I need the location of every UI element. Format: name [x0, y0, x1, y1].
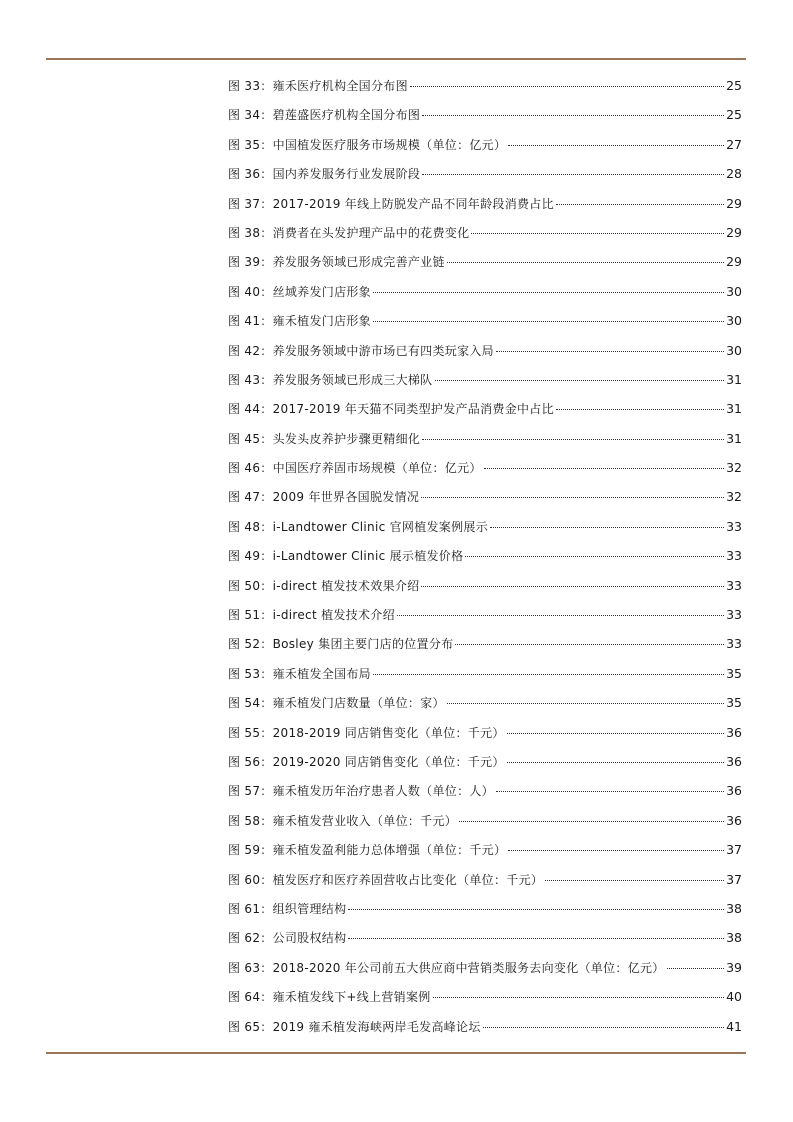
- toc-entry[interactable]: [228, 482, 742, 511]
- toc-leader-dots: [483, 1027, 724, 1028]
- toc-entry[interactable]: [228, 688, 742, 717]
- toc-entry-label: 图 39：养发服务领域已形成完善产业链: [228, 255, 445, 270]
- toc-entry-label: 图 55：2018-2019 同店销售变化（单位：千元）: [228, 725, 505, 740]
- toc-entry-page: 38: [726, 900, 742, 916]
- toc-leader-dots: [496, 791, 724, 792]
- toc-entry-page: 32: [726, 460, 742, 476]
- toc-entry[interactable]: [228, 424, 742, 453]
- toc-entry-page: 35: [726, 695, 742, 711]
- toc-entry-label: 图 62：公司股权结构: [228, 931, 347, 946]
- toc-leader-dots: [471, 233, 724, 234]
- toc-leader-dots: [455, 644, 724, 645]
- toc-entry[interactable]: [228, 159, 742, 188]
- toc-leader-dots: [484, 468, 724, 469]
- toc-entry[interactable]: [228, 865, 742, 894]
- toc-leader-dots: [397, 615, 724, 616]
- toc-entry-label: 图 43：养发服务领域已形成三大梯队: [228, 372, 433, 387]
- toc-entry-label: 图 47：2009 年世界各国脱发情况: [228, 490, 420, 505]
- toc-leader-dots: [433, 997, 725, 998]
- toc-entry-page: 33: [726, 518, 742, 534]
- toc-entry-page: 37: [726, 871, 742, 887]
- toc-entry[interactable]: [228, 600, 742, 629]
- toc-leader-dots: [465, 556, 724, 557]
- toc-entry-page: 29: [726, 195, 742, 211]
- toc-leader-dots: [508, 145, 724, 146]
- toc-entry-label: 图 59：雍禾植发盈利能力总体增强（单位：千元）: [228, 843, 507, 858]
- toc-entry-label: 图 48：i-Landtower Clinic 官网植发案例展示: [228, 519, 489, 534]
- toc-entry[interactable]: [228, 923, 742, 952]
- toc-entry[interactable]: [228, 1012, 742, 1041]
- toc-leader-dots: [490, 527, 724, 528]
- toc-entry-page: 33: [726, 548, 742, 564]
- toc-entry-label: 图 33：雍禾医疗机构全国分布图: [228, 79, 408, 93]
- toc-entry-page: 31: [726, 401, 742, 417]
- toc-entry-label: 图 64：雍禾植发线下+线上营销案例: [228, 990, 431, 1005]
- toc-entry-page: 36: [726, 753, 742, 769]
- toc-leader-dots: [496, 351, 724, 352]
- toc-entry-label: 图 37：2017-2019 年线上防脱发产品不同年龄段消费占比: [228, 196, 554, 211]
- toc-entry-label: 图 52：Bosley 集团主要门店的位置分布: [228, 637, 454, 652]
- toc-entry-page: 28: [726, 166, 742, 182]
- toc-entry[interactable]: [228, 306, 742, 335]
- toc-entry-label: 图 51：i-direct 植发技术介绍: [228, 608, 395, 623]
- toc-entry-label: 图 49：i-Landtower Clinic 展示植发价格: [228, 549, 464, 564]
- toc-entry[interactable]: [228, 130, 742, 159]
- toc-entry[interactable]: [228, 629, 742, 658]
- toc-entry-label: 图 45：头发头皮养护步骤更精细化: [228, 431, 421, 446]
- toc-entry[interactable]: [228, 100, 742, 129]
- toc-leader-dots: [545, 880, 724, 881]
- toc-leader-dots: [507, 733, 724, 734]
- toc-entry[interactable]: [228, 394, 742, 423]
- toc-entry-page: 36: [726, 783, 742, 799]
- toc-entry-page: 36: [726, 724, 742, 740]
- toc-entry[interactable]: [228, 247, 742, 276]
- toc-leader-dots: [556, 409, 724, 410]
- toc-entry-page: 40: [726, 989, 742, 1005]
- toc-leader-dots: [422, 174, 724, 175]
- toc-entry-label: 图 42：养发服务领域中游市场已有四类玩家入局: [228, 343, 494, 358]
- toc-entry-page: 30: [726, 342, 742, 358]
- toc-entry-label: 图 38：消费者在头发护理产品中的花费变化: [228, 225, 470, 240]
- toc-entry-page: 33: [726, 607, 742, 623]
- toc-entry-label: 图 41：雍禾植发门店形象: [228, 314, 371, 329]
- toc-leader-dots: [459, 821, 724, 822]
- toc-entry-page: 29: [726, 224, 742, 240]
- toc-leader-dots: [508, 850, 724, 851]
- toc-entry-page: 31: [726, 430, 742, 446]
- toc-entry-page: 30: [726, 313, 742, 329]
- toc-entry[interactable]: [228, 982, 742, 1011]
- toc-entry[interactable]: [228, 336, 742, 365]
- toc-entry-page: 27: [726, 136, 742, 152]
- toc-entry[interactable]: [228, 541, 742, 570]
- toc-leader-dots: [422, 115, 724, 116]
- toc-entry-label: 图 40：丝域养发门店形象: [228, 284, 371, 299]
- toc-leader-dots: [422, 439, 724, 440]
- toc-entry-label: 图 60：植发医疗和医疗养固营收占比变化（单位：千元）: [228, 872, 544, 887]
- toc-entry-label: 图 63：2018-2020 年公司前五大供应商中营销类服务去向变化（单位：亿元）: [228, 960, 665, 975]
- toc-entry-label: 图 65：2019 雍禾植发海峡两岸毛发高峰论坛: [228, 1019, 481, 1034]
- toc-entry-label: 图 61：组织管理结构: [228, 901, 347, 916]
- toc-entry-label: 图 50：i-direct 植发技术效果介绍: [228, 578, 420, 593]
- toc-entry-page: 33: [726, 577, 742, 593]
- toc-leader-dots: [373, 292, 724, 293]
- toc-entry[interactable]: [228, 806, 742, 835]
- toc-leader-dots: [447, 703, 724, 704]
- toc-entry[interactable]: [228, 512, 742, 541]
- toc-entry-label: 图 53：雍禾植发全国布局: [228, 666, 371, 681]
- bottom-rule: [46, 1052, 746, 1054]
- toc-leader-dots: [348, 909, 724, 910]
- toc-leader-dots: [421, 497, 724, 498]
- toc-entry-label: 图 44：2017-2019 年天猫不同类型护发产品消费金中占比: [228, 402, 554, 417]
- toc-leader-dots: [667, 968, 724, 969]
- toc-entry-page: 29: [726, 254, 742, 270]
- toc-entry-page: 25: [726, 107, 742, 123]
- toc-leader-dots: [373, 321, 724, 322]
- toc-leader-dots: [373, 674, 724, 675]
- toc-entry-page: 31: [726, 371, 742, 387]
- toc-entry[interactable]: [228, 659, 742, 688]
- toc-entry-page: 32: [726, 489, 742, 505]
- top-rule: [46, 58, 746, 60]
- toc-entry-label: 图 46：中国医疗养固市场规模（单位：亿元）: [228, 461, 482, 476]
- toc-entry[interactable]: [228, 71, 742, 100]
- toc-entry-page: 41: [726, 1018, 742, 1034]
- toc-entry-label: 图 58：雍禾植发营业收入（单位：千元）: [228, 813, 458, 828]
- toc-entry[interactable]: [228, 835, 742, 864]
- toc-entry-label: 图 57：雍禾植发历年治疗患者人数（单位：人）: [228, 784, 494, 799]
- toc-entry-label: 图 56：2019-2020 同店销售变化（单位：千元）: [228, 754, 505, 769]
- toc-leader-dots: [556, 204, 724, 205]
- toc-entry[interactable]: [228, 776, 742, 805]
- toc-entry[interactable]: [228, 747, 742, 776]
- toc-entry-page: 25: [726, 78, 742, 93]
- toc-leader-dots: [348, 938, 724, 939]
- toc-leader-dots: [435, 380, 725, 381]
- toc-entry[interactable]: [228, 189, 742, 218]
- toc-entry-page: 37: [726, 842, 742, 858]
- toc-leader-dots: [410, 86, 724, 87]
- figure-list: [228, 71, 742, 1041]
- toc-leader-dots: [421, 586, 724, 587]
- toc-entry[interactable]: [228, 365, 742, 394]
- toc-entry[interactable]: [228, 571, 742, 600]
- toc-leader-dots: [447, 262, 724, 263]
- toc-entry-page: 36: [726, 812, 742, 828]
- toc-entry-page: 30: [726, 283, 742, 299]
- toc-entry[interactable]: [228, 953, 742, 982]
- toc-entry[interactable]: [228, 453, 742, 482]
- toc-entry-page: 38: [726, 930, 742, 946]
- toc-entry[interactable]: [228, 718, 742, 747]
- toc-entry-label: 图 36：国内养发服务行业发展阶段: [228, 167, 421, 182]
- toc-entry-label: 图 35：中国植发医疗服务市场规模（单位：亿元）: [228, 137, 507, 152]
- toc-entry-page: 39: [726, 959, 742, 975]
- toc-entry[interactable]: [228, 218, 742, 247]
- toc-entry[interactable]: [228, 894, 742, 923]
- toc-entry-label: 图 34：碧莲盛医疗机构全国分布图: [228, 108, 421, 123]
- toc-entry-page: 33: [726, 636, 742, 652]
- toc-leader-dots: [507, 762, 724, 763]
- toc-entry-page: 35: [726, 665, 742, 681]
- toc-entry[interactable]: [228, 277, 742, 306]
- toc-entry-label: 图 54：雍禾植发门店数量（单位：家）: [228, 696, 445, 711]
